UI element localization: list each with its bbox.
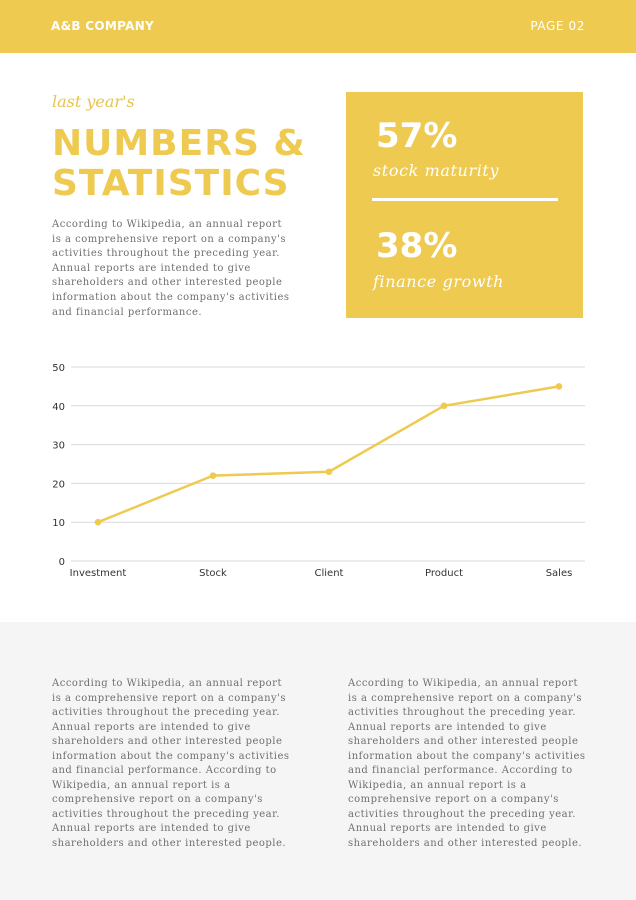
y-tick-label: 0	[58, 557, 65, 568]
y-tick-label: 20	[52, 479, 65, 491]
page-header	[0, 0, 636, 53]
y-tick-label: 50	[52, 363, 65, 374]
data-point	[326, 468, 333, 475]
y-tick-label: 10	[52, 518, 65, 530]
page-number: PAGE 02	[530, 19, 585, 33]
line-chart	[0, 352, 636, 584]
section-kicker: last year's	[52, 92, 135, 111]
page-title: NUMBERS & STATISTICS	[52, 123, 306, 204]
y-axis-ticks	[52, 363, 65, 568]
stat-label-stock: stock maturity	[373, 161, 500, 180]
intro-paragraph: According to Wikipedia, an annual report is a comprehensive report on a company's activities throughout the preceding year. Annual reports are intended to give shareholders and other interested people information about the company's activities and financial performance.	[52, 219, 290, 318]
footer-column-right: According to Wikipedia, an annual report is a comprehensive report on a company's activities throughout the preceding year. Annual reports are intended to give shareholders and other interested people information about the company's activities and financial performance. According to Wikipedia, an annual report is a comprehensive report on a company's activities throughout the preceding year. Annual reports are intended to give shareholders and other interested people.	[348, 678, 586, 849]
stat-value-stock: 57%	[376, 116, 458, 156]
stat-value-finance: 38%	[376, 226, 458, 266]
stats-box	[346, 92, 583, 318]
data-point	[95, 519, 102, 526]
x-tick-label: Investment	[69, 568, 127, 579]
stat-label-finance: finance growth	[373, 272, 505, 291]
x-tick-label: Sales	[545, 568, 573, 579]
chart-series	[95, 383, 563, 525]
footer-section	[0, 622, 636, 900]
y-tick-label: 40	[52, 401, 65, 413]
stats-divider	[372, 198, 558, 201]
series-line	[98, 386, 559, 522]
data-point	[556, 383, 563, 390]
x-tick-label: Stock	[199, 568, 227, 579]
y-tick-label: 30	[52, 440, 65, 452]
company-name: A&B COMPANY	[51, 19, 155, 33]
x-axis-ticks	[70, 568, 573, 579]
footer-column-left: According to Wikipedia, an annual report is a comprehensive report on a company's activities throughout the preceding year. Annual reports are intended to give shareholders and other interested people information about the company's activities and financial performance. According to Wikipedia, an annual report is a comprehensive report on a company's activities throughout the preceding year. Annual reports are intended to give shareholders and other interested people.	[52, 678, 290, 849]
x-tick-label: Client	[314, 568, 344, 579]
data-point	[210, 472, 217, 479]
data-point	[441, 403, 448, 410]
x-tick-label: Product	[425, 568, 463, 579]
